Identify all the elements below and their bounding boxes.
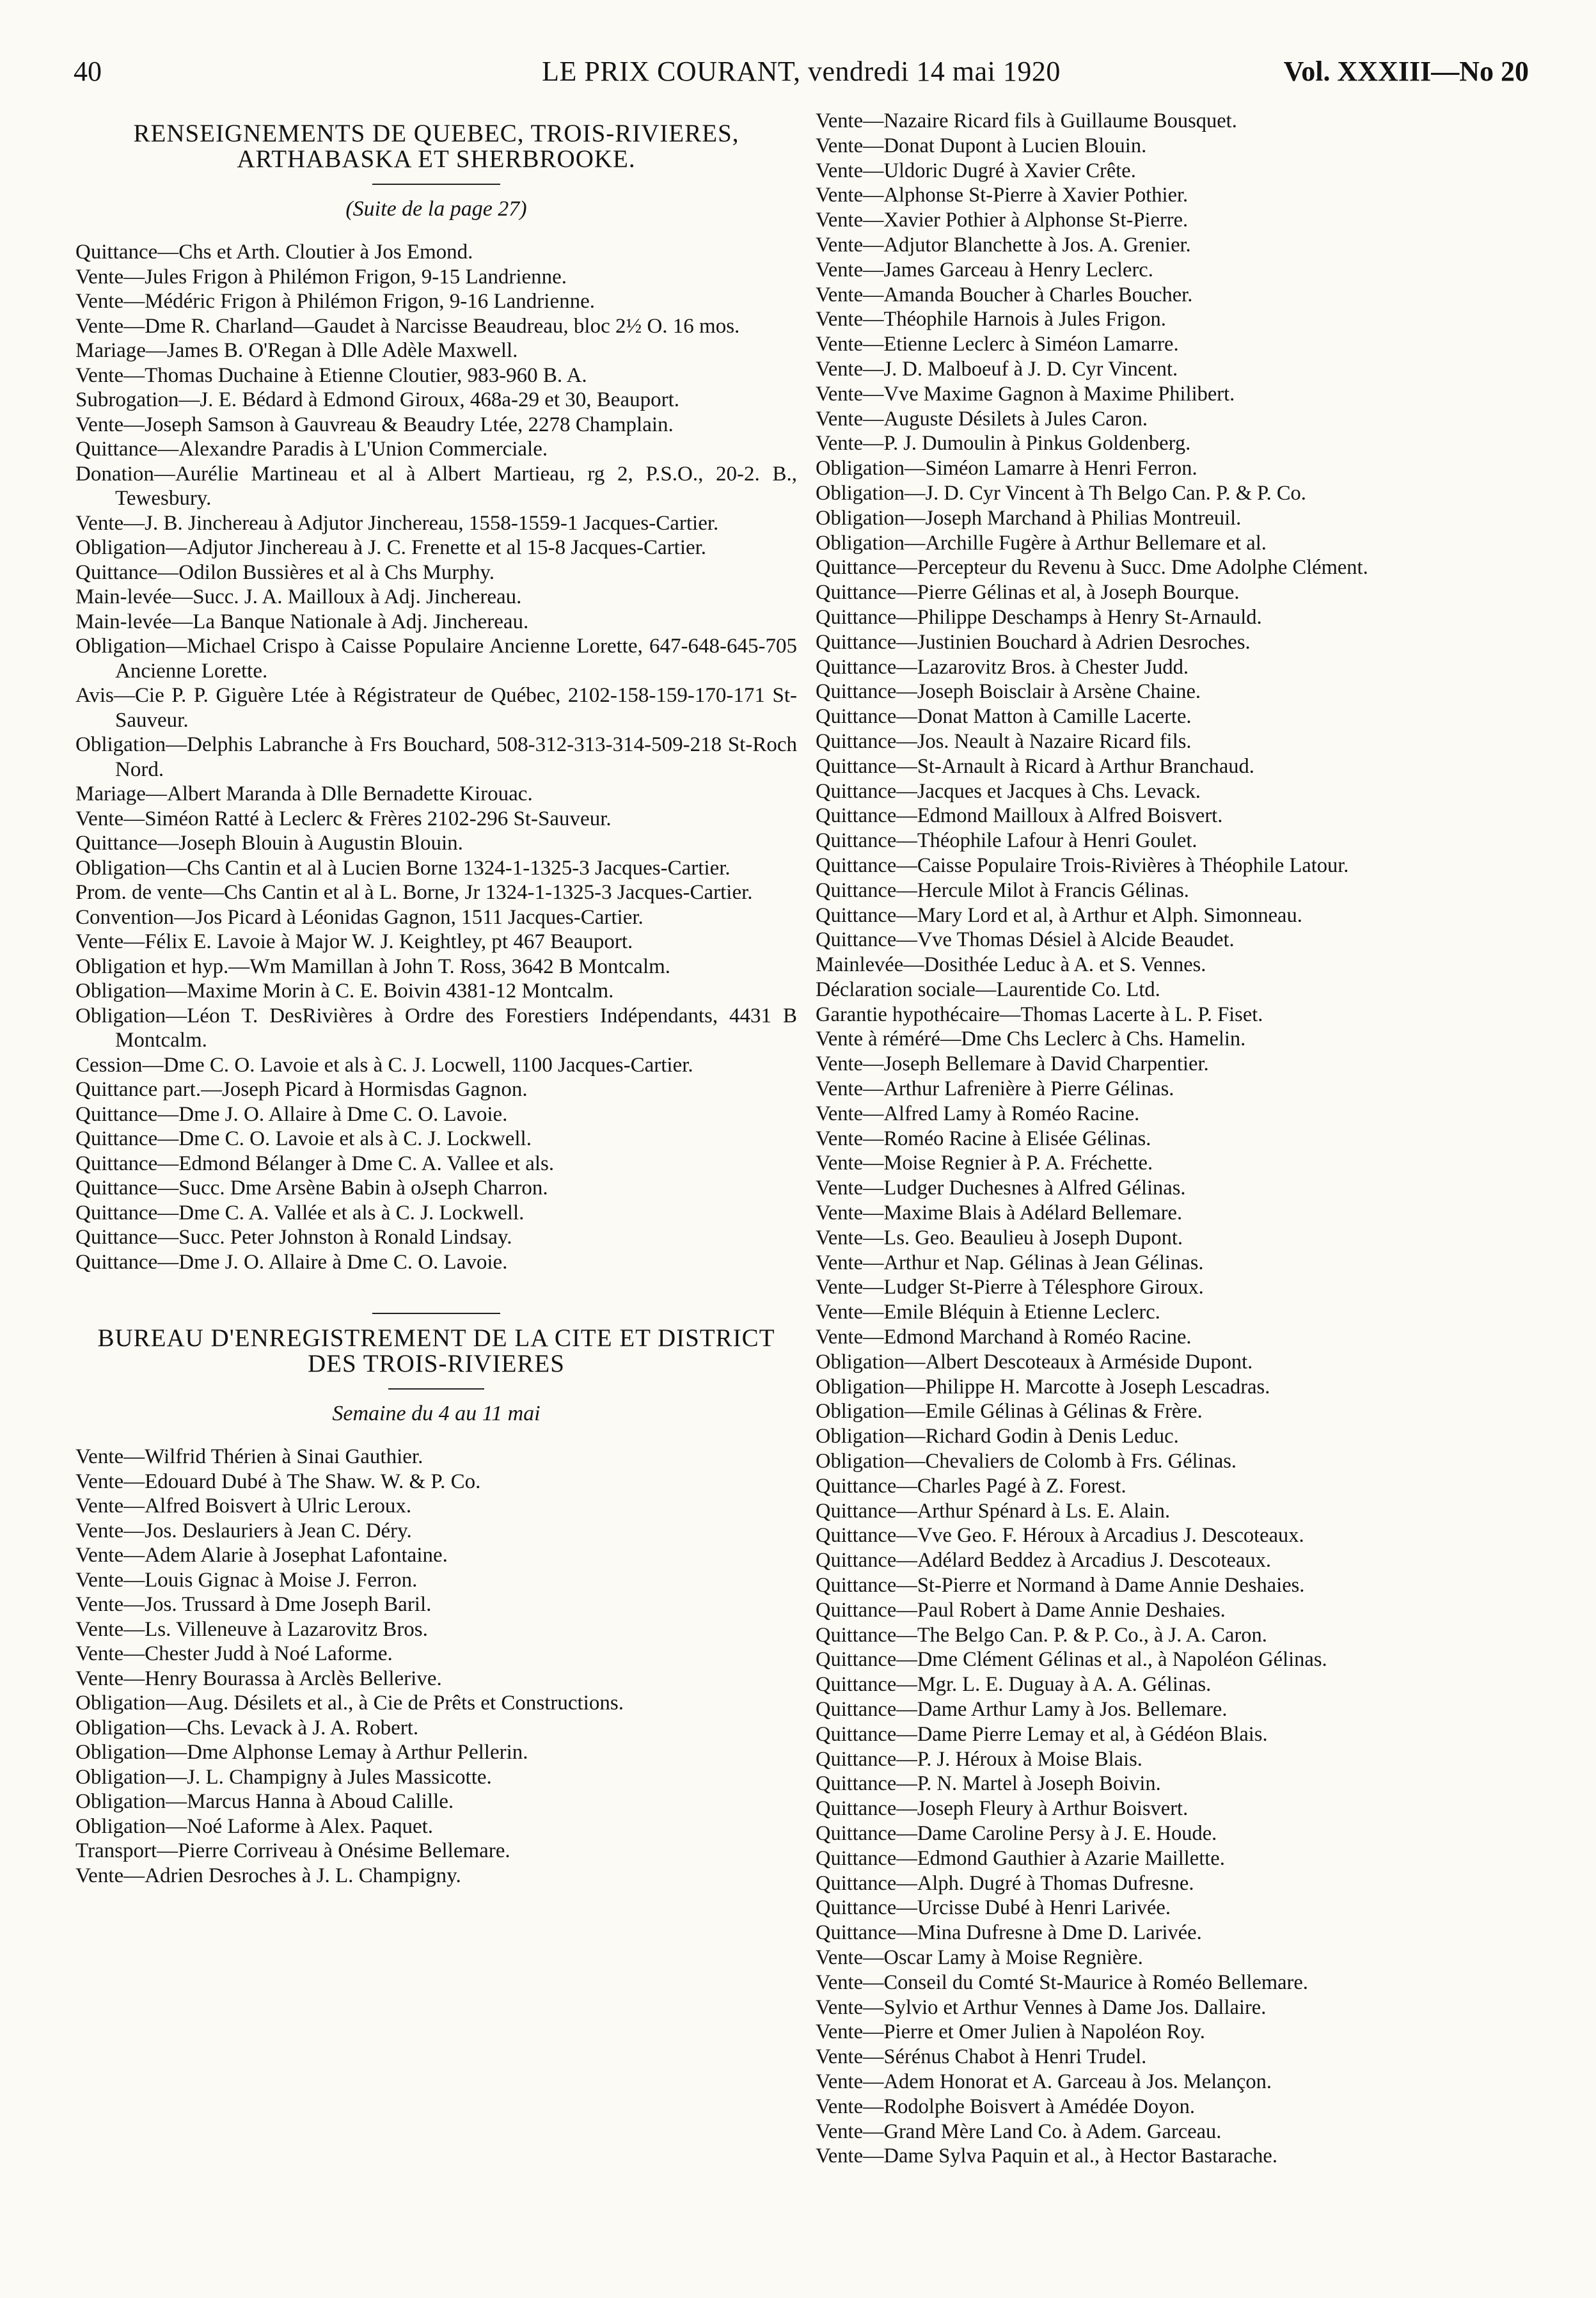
registry-entry: Quittance—Chs et Arth. Cloutier à Jos Emond. <box>75 241 473 264</box>
registry-entry: Vente—P. J. Dumoulin à Pinkus Goldenberg. <box>816 432 1191 456</box>
page-number: 40 <box>74 56 102 87</box>
registry-entry: Quittance—Justinien Bouchard à Adrien Desroches. <box>816 630 1251 654</box>
registry-entry: Avis—Cie P. P. Giguère Ltée à Régistrateur de Québec, 2102-158-159-170-171 St-Sauveur. <box>75 684 797 732</box>
registry-entry: Vente—Donat Dupont à Lucien Blouin. <box>816 134 1147 157</box>
registry-entry: Quittance—Dme J. O. Allaire à Dme C. O. Lavoie. <box>75 1250 508 1274</box>
registry-entry: Convention—Jos Picard à Léonidas Gagnon, 1511 Jacques-Cartier. <box>75 905 644 929</box>
registry-entry: Vente—Edouard Dubé à The Shaw. W. & P. Co. <box>75 1470 481 1493</box>
divider <box>372 1313 500 1314</box>
registry-entry: Vente—J. B. Jinchereau à Adjutor Jinchereau, 1558-1559-1 Jacques-Cartier. <box>75 511 719 535</box>
registry-entry: Vente—Edmond Marchand à Roméo Racine. <box>816 1326 1192 1349</box>
registry-entry: Vente—Siméon Ratté à Leclerc & Frères 2102-296 St-Sauveur. <box>75 807 612 830</box>
page-header <box>74 46 1529 97</box>
entry-list-quebec <box>75 240 797 1274</box>
entry-list-trois-rivieres <box>75 1445 797 1888</box>
registry-entry: Obligation—Siméon Lamarre à Henri Ferron. <box>816 457 1197 480</box>
registry-entry: Vente—Félix E. Lavoie à Major W. J. Keightley, pt 467 Beauport. <box>75 930 633 953</box>
registry-entry: Quittance—Vve Thomas Désiel à Alcide Beaudet. <box>816 928 1235 952</box>
registry-entry: Obligation—Aug. Désilets et al., à Cie de Prêts et Constructions. <box>75 1692 624 1715</box>
registry-entry: Obligation—Noé Laforme à Alex. Paquet. <box>75 1814 434 1838</box>
registry-entry: Quittance—Percepteur du Revenu à Succ. Dme Adolphe Clément. <box>816 556 1368 580</box>
registry-entry: Quittance—The Belgo Can. P. & P. Co., à J. A. Caron. <box>816 1623 1267 1647</box>
registry-entry: Quittance—Edmond Mailloux à Alfred Boisvert. <box>816 804 1223 828</box>
registry-entry: Vente—Joseph Bellemare à David Charpentier. <box>816 1052 1209 1076</box>
registry-entry: Obligation—Joseph Marchand à Philias Montreuil. <box>816 506 1242 530</box>
registry-entry: Obligation—Philippe H. Marcotte à Joseph Lescadras. <box>816 1375 1270 1399</box>
registry-entry: Quittance—Succ. Dme Arsène Babin à oJseph Charron. <box>75 1177 548 1200</box>
registry-entry: Vente à réméré—Dme Chs Leclerc à Chs. Hamelin. <box>816 1027 1246 1051</box>
registry-entry: Obligation—Emile Gélinas à Gélinas & Frère. <box>816 1400 1203 1423</box>
registry-entry: Vente—Jos. Deslauriers à Jean C. Déry. <box>75 1519 412 1542</box>
volume-number: Vol. XXXIII—No 20 <box>1283 56 1529 87</box>
registry-entry: Quittance—Vve Geo. F. Héroux à Arcadius J. Descoteaux. <box>816 1524 1304 1548</box>
registry-entry: Quittance—Mina Dufresne à Dme D. Larivée. <box>816 1921 1202 1945</box>
registry-entry: Vente—Chester Judd à Noé Laforme. <box>75 1642 393 1665</box>
registry-entry: Quittance—Arthur Spénard à Ls. E. Alain. <box>816 1499 1171 1523</box>
registry-entry: Obligation—Archille Fugère à Arthur Bellemare et al. <box>816 531 1267 555</box>
registry-entry: Vente—Conseil du Comté St-Maurice à Roméo Bellemare. <box>816 1970 1308 1994</box>
registry-entry: Mainlevée—Dosithée Leduc à A. et S. Vennes. <box>816 953 1206 977</box>
registry-entry: Quittance—Dame Pierre Lemay et al, à Gédéon Blais. <box>816 1722 1268 1746</box>
registry-entry: Obligation—Léon T. DesRivières à Ordre des Forestiers Indépendants, 4431 B Montcalm. <box>75 1004 797 1052</box>
registry-entry: Vente—Louis Gignac à Moise J. Ferron. <box>75 1568 418 1592</box>
registry-entry: Quittance—Jos. Neault à Nazaire Ricard fils. <box>816 729 1192 753</box>
left-column <box>75 112 797 1888</box>
registry-entry: Quittance—Odilon Bussières et al à Chs Murphy. <box>75 560 495 584</box>
week-note: Semaine du 4 au 11 mai <box>332 1402 541 1425</box>
registry-entry: Vente—Alfred Lamy à Roméo Racine. <box>816 1102 1140 1125</box>
registry-entry: Vente—Jules Frigon à Philémon Frigon, 9-15 Landrienne. <box>75 265 567 289</box>
continuation-note: (Suite de la page 27) <box>345 197 527 221</box>
registry-entry: Main-levée—La Banque Nationale à Adj. Jinchereau. <box>75 610 529 633</box>
registry-entry: Obligation—Chevaliers de Colomb à Frs. Gélinas. <box>816 1450 1237 1473</box>
registry-entry: Quittance—Alph. Dugré à Thomas Dufresne. <box>816 1871 1194 1895</box>
registry-entry: Quittance—Alexandre Paradis à L'Union Commerciale. <box>75 438 548 461</box>
registry-entry: Vente—Dme R. Charland—Gaudet à Narcisse Beaudreau, bloc 2½ O. 16 mos. <box>75 314 740 338</box>
registry-entry: Quittance—Dame Arthur Lamy à Jos. Bellemare. <box>816 1698 1228 1721</box>
registry-entry: Obligation et hyp.—Wm Mamillan à John T. Ross, 3642 B Montcalm. <box>75 955 671 978</box>
registry-entry: Quittance—P. N. Martel à Joseph Boivin. <box>816 1772 1161 1796</box>
registry-entry: Obligation—Adjutor Jinchereau à J. C. Frenette et al 15-8 Jacques-Cartier. <box>75 536 707 559</box>
registry-entry: Quittance—Mary Lord et al, à Arthur et Alph. Simonneau. <box>816 903 1302 927</box>
registry-entry: Main-levée—Succ. J. A. Mailloux à Adj. Jinchereau. <box>75 585 522 608</box>
registry-entry: Quittance part.—Joseph Picard à Hormisdas Gagnon. <box>75 1078 528 1101</box>
registry-entry: Quittance—Adélard Beddez à Arcadius J. Descoteaux. <box>816 1549 1272 1573</box>
registry-entry: Vente—Emile Bléquin à Etienne Leclerc. <box>816 1301 1160 1324</box>
registry-entry: Mariage—Albert Maranda à Dlle Bernadette Kirouac. <box>75 782 533 805</box>
registry-entry: Quittance—Donat Matton à Camille Lacerte. <box>816 705 1192 729</box>
registry-entry: Vente—Uldoric Dugré à Xavier Crête. <box>816 159 1136 182</box>
entry-list-continued <box>816 109 1532 2169</box>
registry-entry: Obligation—Delphis Labranche à Frs Bouchard, 508-312-313-314-509-218 St-Roch Nord. <box>75 733 797 781</box>
registry-entry: Vente—Thomas Duchaine à Etienne Cloutier, 983-960 B. A. <box>75 363 587 387</box>
registry-entry: Obligation—J. D. Cyr Vincent à Th Belgo Can. P. & P. Co. <box>816 481 1306 505</box>
registry-entry: Quittance—Hercule Milot à Francis Gélinas. <box>816 878 1189 902</box>
registry-entry: Quittance—Dme C. O. Lavoie et als à C. J. Lockwell. <box>75 1127 532 1150</box>
section-title-quebec: RENSEIGNEMENTS DE QUEBEC, TROIS-RIVIERES, ARTHABASKA ET SHERBROOKE. <box>133 120 739 173</box>
registry-entry: Obligation—Maxime Morin à C. E. Boivin 4381-12 Montcalm. <box>75 979 614 1002</box>
registry-entry: Quittance—Dme J. O. Allaire à Dme C. O. Lavoie. <box>75 1102 508 1126</box>
registry-entry: Vente—Ls. Geo. Beaulieu à Joseph Dupont. <box>816 1226 1183 1249</box>
registry-entry: Quittance—Mgr. L. E. Duguay à A. A. Gélinas. <box>816 1673 1212 1697</box>
registry-entry: Garantie hypothécaire—Thomas Lacerte à L. P. Fiset. <box>816 1002 1263 1026</box>
registry-entry: Vente—Nazaire Ricard fils à Guillaume Bousquet. <box>816 109 1237 132</box>
registry-entry: Obligation—Chs Cantin et al à Lucien Borne 1324-1-1325-3 Jacques-Cartier. <box>75 856 731 880</box>
registry-entry: Vente—Joseph Samson à Gauvreau & Beaudry Ltée, 2278 Champlain. <box>75 413 674 436</box>
registry-entry: Vente—Ludger Duchesnes à Alfred Gélinas. <box>816 1177 1186 1200</box>
registry-entry: Déclaration sociale—Laurentide Co. Ltd. <box>816 978 1160 1001</box>
registry-entry: Obligation—J. L. Champigny à Jules Massicotte. <box>75 1765 492 1789</box>
right-column <box>816 109 1532 2169</box>
registry-entry: Vente—Rodolphe Boisvert à Amédée Doyon. <box>816 2095 1196 2118</box>
registry-entry: Quittance—St-Arnault à Ricard à Arthur Branchaud. <box>816 754 1254 778</box>
registry-entry: Quittance—P. J. Héroux à Moise Blais. <box>816 1747 1142 1771</box>
registry-entry: Vente—Jos. Trussard à Dme Joseph Baril. <box>75 1593 432 1616</box>
registry-entry: Vente—Grand Mère Land Co. à Adem. Garceau. <box>816 2120 1222 2143</box>
registry-entry: Vente—Henry Bourassa à Arclès Bellerive. <box>75 1667 442 1690</box>
registry-entry: Quittance—Jacques et Jacques à Chs. Levack. <box>816 779 1201 803</box>
registry-entry: Vente—James Garceau à Henry Leclerc. <box>816 258 1153 281</box>
newspaper-title: LE PRIX COURANT, vendredi 14 mai 1920 <box>542 56 1061 87</box>
registry-entry: Prom. de vente—Chs Cantin et al à L. Borne, Jr 1324-1-1325-3 Jacques-Cartier. <box>75 881 753 904</box>
registry-entry: Quittance—Paul Robert à Dame Annie Deshaies. <box>816 1598 1226 1622</box>
divider <box>372 184 500 185</box>
registry-entry: Obligation—Marcus Hanna à Aboud Calille. <box>75 1790 454 1813</box>
registry-entry: Quittance—Edmond Gauthier à Azarie Maillette. <box>816 1846 1225 1870</box>
registry-entry: Vente—Xavier Pothier à Alphonse St-Pierre. <box>816 209 1189 232</box>
registry-entry: Quittance—Dame Caroline Persy à J. E. Houde. <box>816 1821 1217 1845</box>
registry-entry: Quittance—Pierre Gélinas et al, à Joseph Bourque. <box>816 581 1240 605</box>
registry-entry: Vente—Adrien Desroches à J. L. Champigny. <box>75 1864 461 1887</box>
registry-entry: Quittance—Philippe Deschamps à Henry St-Arnauld. <box>816 605 1262 629</box>
registry-entry: Vente—Wilfrid Thérien à Sinai Gauthier. <box>75 1445 423 1468</box>
registry-entry: Obligation—Michael Crispo à Caisse Populaire Ancienne Lorette, 647-648-645-705 Ancienne Lorette. <box>75 635 797 683</box>
divider <box>388 1388 484 1390</box>
registry-entry: Obligation—Dme Alphonse Lemay à Arthur Pellerin. <box>75 1741 528 1764</box>
section-title-trois-rivieres: BUREAU D'ENREGISTREMENT DE LA CITE ET DISTRICT DES TROIS-RIVIERES <box>97 1324 775 1377</box>
registry-entry: Vente—Adjutor Blanchette à Jos. A. Grenier. <box>816 233 1191 257</box>
registry-entry: Vente—Vve Maxime Gagnon à Maxime Philibert. <box>816 382 1235 406</box>
registry-entry: Vente—Médéric Frigon à Philémon Frigon, 9-16 Landrienne. <box>75 290 595 313</box>
registry-entry: Quittance—Charles Pagé à Z. Forest. <box>816 1474 1126 1498</box>
registry-entry: Subrogation—J. E. Bédard à Edmond Giroux, 468a-29 et 30, Beauport. <box>75 388 679 411</box>
registry-entry: Vente—Arthur Lafrenière à Pierre Gélinas. <box>816 1077 1174 1101</box>
registry-entry: Quittance—Joseph Blouin à Augustin Blouin. <box>75 832 463 855</box>
registry-entry: Donation—Aurélie Martineau et al à Albert Martieau, rg 2, P.S.O., 20-2. B., Tewesbury. <box>75 462 797 510</box>
registry-entry: Cession—Dme C. O. Lavoie et als à C. J. Locwell, 1100 Jacques-Cartier. <box>75 1053 693 1077</box>
registry-entry: Quittance—Lazarovitz Bros. à Chester Judd. <box>816 655 1189 679</box>
registry-entry: Vente—Ludger St-Pierre à Télesphore Giroux. <box>816 1276 1204 1299</box>
registry-entry: Vente—Dame Sylva Paquin et al., à Hector Bastarache. <box>816 2144 1277 2168</box>
registry-entry: Quittance—Dme C. A. Vallée et als à C. J. Lockwell. <box>75 1201 525 1224</box>
registry-entry: Quittance—Théophile Lafour à Henri Goulet. <box>816 829 1197 853</box>
registry-entry: Vente—Etienne Leclerc à Siméon Lamarre. <box>816 333 1179 356</box>
registry-entry: Vente—J. D. Malboeuf à J. D. Cyr Vincent. <box>816 357 1178 381</box>
registry-entry: Vente—Maxime Blais à Adélard Bellemare. <box>816 1201 1183 1225</box>
registry-entry: Quittance—Joseph Boisclair à Arsène Chaine. <box>816 680 1201 704</box>
registry-entry: Quittance—St-Pierre et Normand à Dame Annie Deshaies. <box>816 1574 1305 1597</box>
registry-entry: Vente—Amanda Boucher à Charles Boucher. <box>816 283 1193 306</box>
registry-entry: Vente—Roméo Racine à Elisée Gélinas. <box>816 1127 1151 1150</box>
registry-entry: Vente—Théophile Harnois à Jules Frigon. <box>816 308 1166 331</box>
registry-entry: Obligation—Richard Godin à Denis Leduc. <box>816 1425 1179 1448</box>
registry-entry: Vente—Alphonse St-Pierre à Xavier Pothier. <box>816 184 1189 207</box>
registry-entry: Obligation—Chs. Levack à J. A. Robert. <box>75 1716 419 1739</box>
registry-entry: Quittance—Dme Clément Gélinas et al., à Napoléon Gélinas. <box>816 1648 1327 1672</box>
registry-entry: Vente—Ls. Villeneuve à Lazarovitz Bros. <box>75 1617 428 1641</box>
registry-entry: Vente—Moise Regnier à P. A. Fréchette. <box>816 1152 1153 1175</box>
registry-entry: Obligation—Albert Descoteaux à Arméside Dupont. <box>816 1350 1253 1374</box>
registry-entry: Vente—Arthur et Nap. Gélinas à Jean Gélinas. <box>816 1251 1204 1274</box>
registry-entry: Quittance—Caisse Populaire Trois-Rivières à Théophile Latour. <box>816 853 1349 877</box>
registry-entry: Quittance—Joseph Fleury à Arthur Boisvert. <box>816 1797 1189 1821</box>
registry-entry: Vente—Alfred Boisvert à Ulric Leroux. <box>75 1494 412 1517</box>
registry-entry: Vente—Adem Alarie à Josephat Lafontaine. <box>75 1544 448 1567</box>
registry-entry: Vente—Oscar Lamy à Moise Regnière. <box>816 1945 1143 1969</box>
registry-entry: Vente—Sérénus Chabot à Henri Trudel. <box>816 2045 1147 2069</box>
registry-entry: Vente—Sylvio et Arthur Vennes à Dame Jos. Dallaire. <box>816 1995 1267 2019</box>
registry-entry: Vente—Auguste Désilets à Jules Caron. <box>816 407 1148 431</box>
registry-entry: Quittance—Edmond Bélanger à Dme C. A. Vallee et als. <box>75 1152 555 1175</box>
registry-entry: Transport—Pierre Corriveau à Onésime Bellemare. <box>75 1839 510 1862</box>
registry-entry: Quittance—Urcisse Dubé à Henri Larivée. <box>816 1896 1171 1920</box>
registry-entry: Vente—Adem Honorat et A. Garceau à Jos. Melançon. <box>816 2070 1272 2093</box>
registry-entry: Vente—Pierre et Omer Julien à Napoléon Roy. <box>816 2020 1205 2044</box>
registry-entry: Quittance—Succ. Peter Johnston à Ronald Lindsay. <box>75 1226 512 1249</box>
registry-entry: Mariage—James B. O'Regan à Dlle Adèle Maxwell. <box>75 339 518 362</box>
